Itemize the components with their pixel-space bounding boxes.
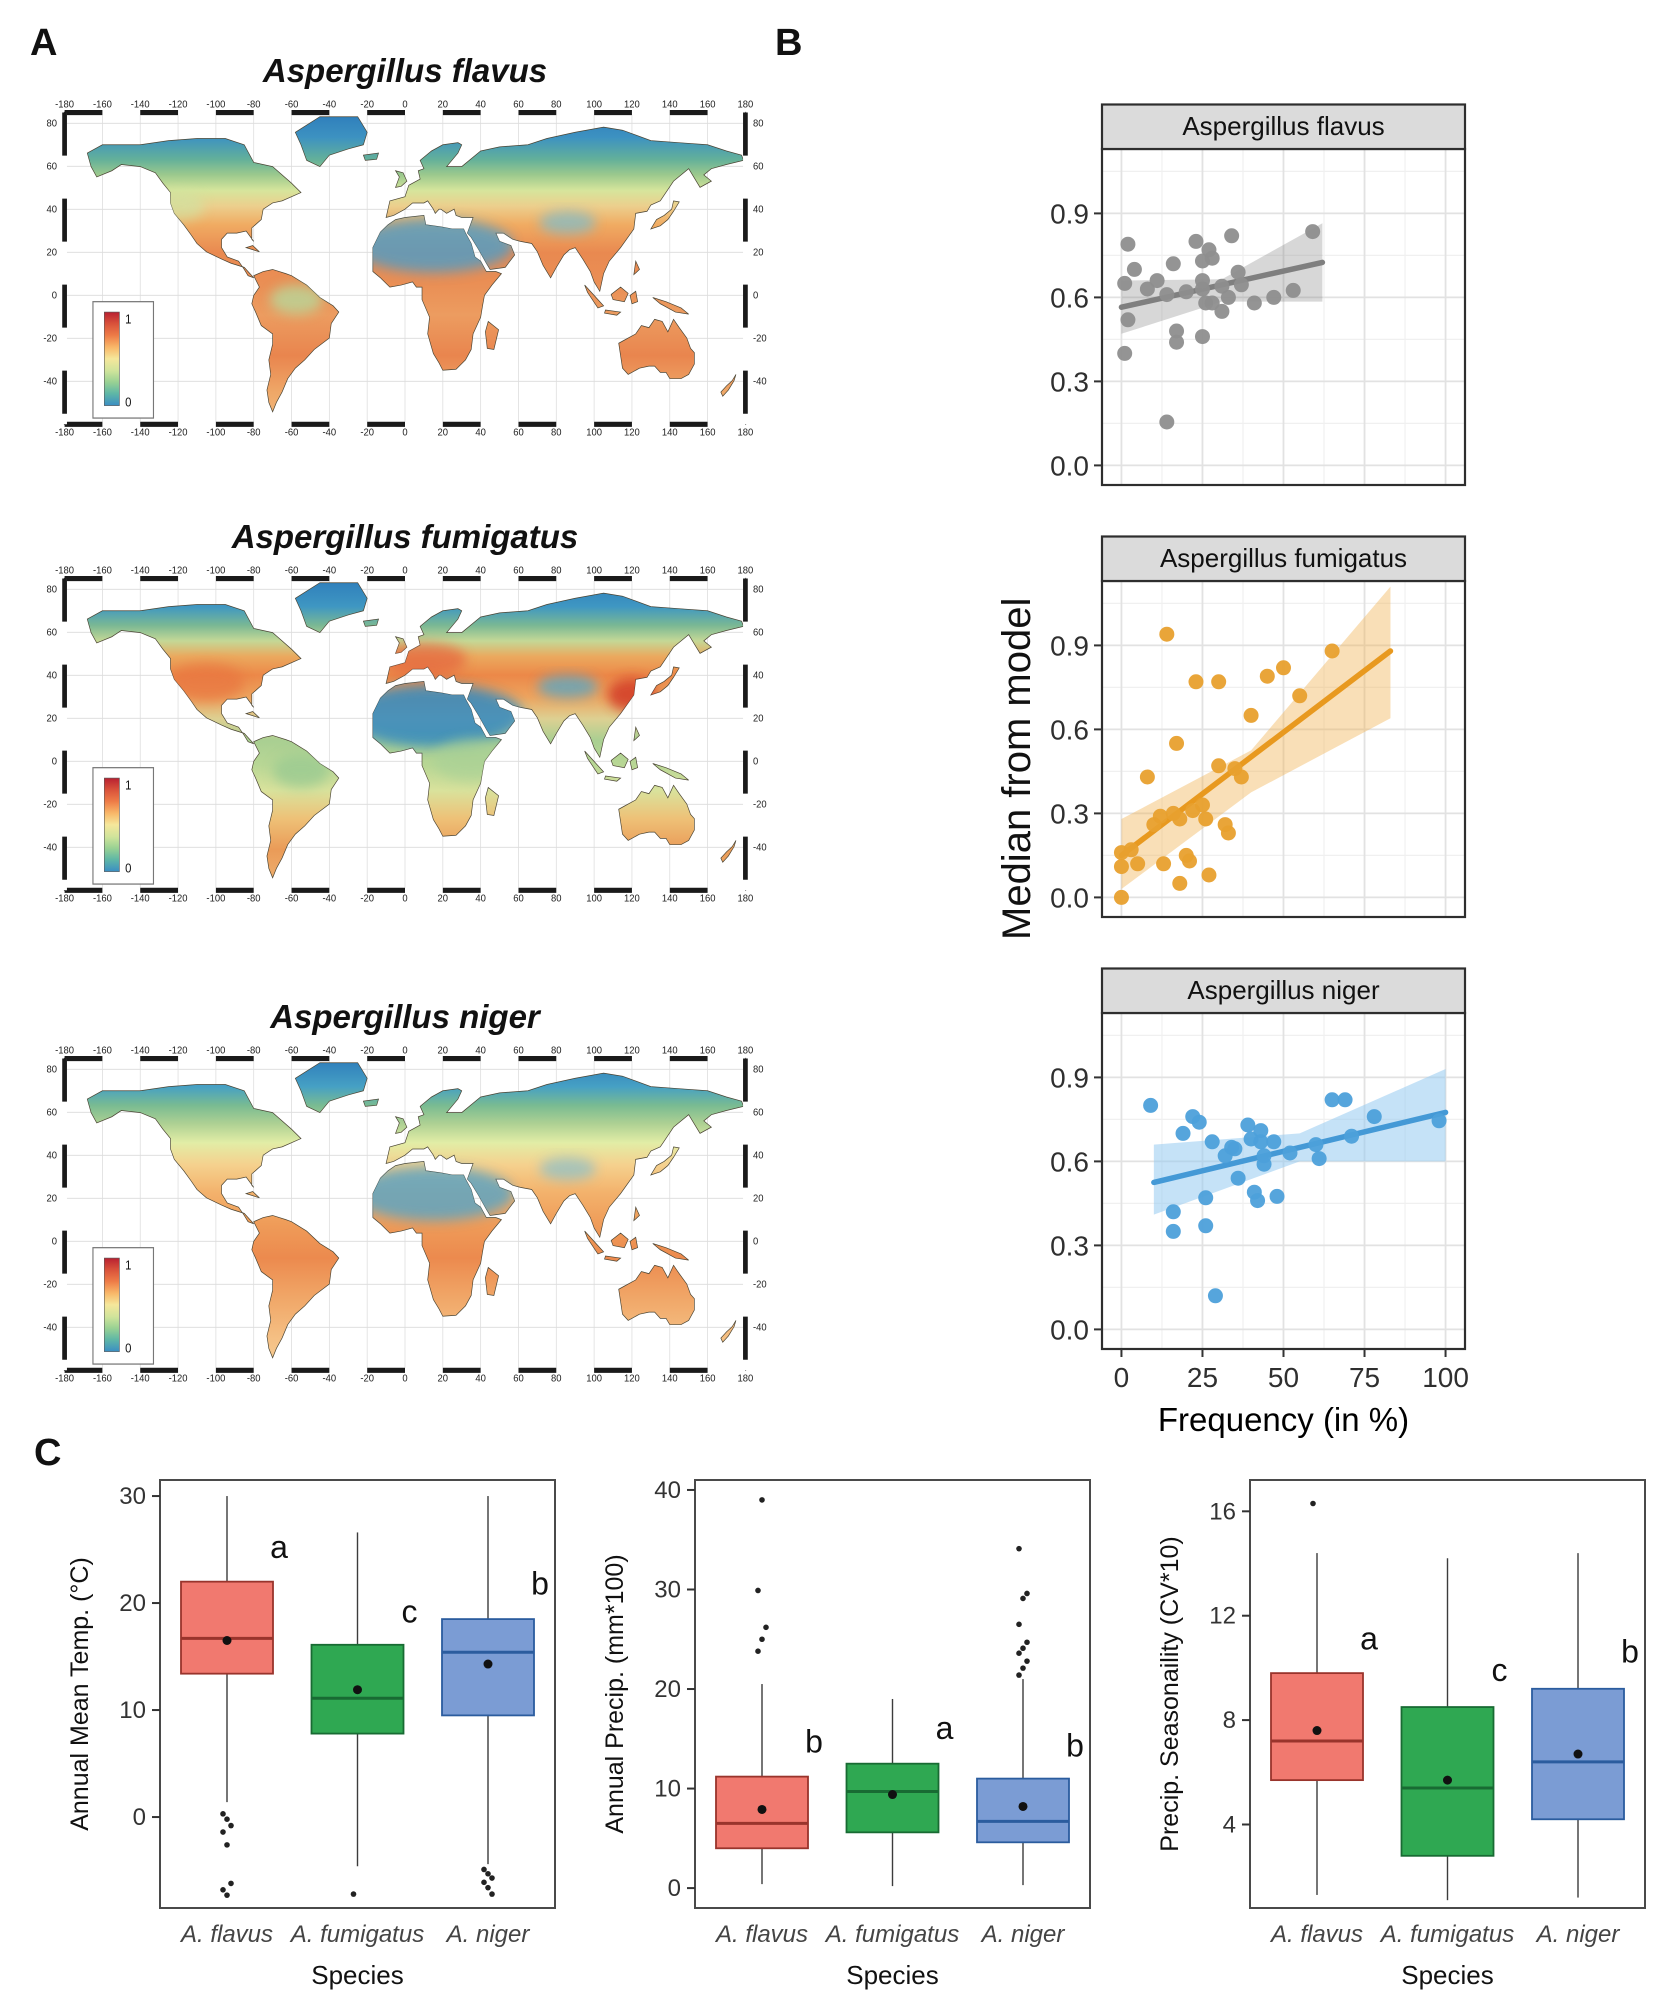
svg-text:0.3: 0.3 [1050,798,1089,830]
outlier-dot [1020,1596,1026,1602]
svg-text:100: 100 [586,893,603,905]
svg-text:60: 60 [46,627,58,639]
significance-letter: a [935,1709,954,1746]
mean-dot [1019,1802,1028,1811]
svg-text:140: 140 [661,427,678,439]
category-label: A. fumigatus [1380,1921,1515,1948]
mean-dot [223,1636,232,1645]
scatter-x-axis-title: Frequency (in %) [1157,1401,1410,1438]
panel-label-c: C [34,1432,62,1474]
outlier-dot [489,1891,495,1897]
svg-text:-100: -100 [206,1044,226,1057]
svg-text:-140: -140 [130,1373,150,1385]
svg-text:100: 100 [586,1044,603,1057]
y-axis-title: Precip. Seasonaility (CV*10) [1156,1536,1184,1852]
svg-text:160: 160 [699,427,716,439]
svg-text:-120: -120 [168,564,188,577]
svg-text:0: 0 [752,756,759,768]
map-colorbar-legend [93,768,154,884]
svg-text:-80: -80 [246,564,261,577]
svg-text:-120: -120 [168,98,188,111]
svg-text:180: 180 [737,427,754,439]
svg-text:-160: -160 [92,98,112,111]
map-block-niger [40,998,770,1389]
svg-text:-160: -160 [92,1373,112,1385]
svg-text:0.9: 0.9 [1050,198,1089,230]
outlier-dot [1016,1546,1022,1552]
svg-text:40: 40 [475,427,486,439]
y-axis [654,1477,695,1902]
svg-text:40: 40 [752,670,764,682]
svg-text:0.6: 0.6 [1050,714,1089,746]
svg-text:40: 40 [475,1044,486,1057]
svg-text:-20: -20 [752,1279,767,1291]
svg-text:60: 60 [752,1107,764,1119]
svg-text:-40: -40 [322,893,337,905]
svg-text:-160: -160 [92,564,112,577]
svg-text:0: 0 [132,1804,146,1832]
svg-text:80: 80 [551,1373,562,1385]
svg-text:-80: -80 [246,1044,261,1057]
svg-text:-120: -120 [168,1373,188,1385]
mean-dot [1443,1776,1452,1785]
map-fumigatus [40,564,770,909]
svg-text:-40: -40 [752,1322,767,1334]
map-block-flavus [40,52,770,443]
svg-text:120: 120 [624,1373,640,1385]
svg-text:60: 60 [752,627,764,639]
scatter-svg-flavus [1040,103,1470,489]
category-label: A. flavus [180,1921,274,1948]
svg-text:-20: -20 [752,333,767,345]
svg-text:-100: -100 [206,893,226,905]
svg-text:-80: -80 [246,1373,261,1385]
x-axis [1114,1349,1469,1393]
svg-text:-40: -40 [322,1044,337,1057]
scatter-facet-flavus [1040,103,1470,489]
svg-text:0: 0 [402,1373,408,1385]
svg-text:40: 40 [654,1476,681,1504]
svg-text:80: 80 [46,118,58,130]
svg-text:120: 120 [624,1044,640,1057]
svg-text:60: 60 [513,1373,524,1385]
svg-text:60: 60 [513,893,524,905]
scatter-svg-niger [1040,967,1470,1457]
outlier-dot [1020,1645,1026,1651]
category-label: A. fumigatus [825,1921,960,1948]
mean-dot [888,1790,897,1799]
svg-text:0: 0 [752,290,759,302]
svg-text:-180: -180 [55,98,75,111]
svg-text:30: 30 [654,1576,681,1604]
panel-label-b: B [775,22,803,64]
svg-text:40: 40 [475,1373,486,1385]
outlier-dot [220,1887,226,1893]
category-label: A. flavus [715,1921,809,1948]
svg-text:10: 10 [654,1775,681,1803]
svg-text:80: 80 [46,584,58,596]
facet-strip-title: Aspergillus fumigatus [1159,543,1408,573]
svg-text:-120: -120 [168,893,188,905]
svg-text:100: 100 [586,1373,603,1385]
outlier-dot [228,1881,234,1887]
outlier-dot [1016,1650,1022,1656]
svg-text:-160: -160 [92,427,112,439]
outlier-dot [1016,1622,1022,1628]
svg-text:100: 100 [586,427,603,439]
svg-text:-40: -40 [322,1373,337,1385]
svg-text:0: 0 [51,756,58,768]
svg-text:4: 4 [1222,1811,1236,1839]
category-label: A. flavus [1270,1921,1364,1948]
svg-text:140: 140 [661,564,678,577]
svg-text:0: 0 [402,427,408,439]
outlier-dot [1310,1501,1316,1507]
svg-text:20: 20 [437,1044,449,1057]
svg-text:20: 20 [46,1193,58,1205]
svg-text:-60: -60 [284,1044,299,1057]
svg-text:50: 50 [1267,1362,1300,1393]
svg-text:60: 60 [46,161,58,173]
svg-text:0.3: 0.3 [1050,366,1089,398]
svg-text:140: 140 [661,893,678,905]
svg-text:80: 80 [551,427,562,439]
svg-text:40: 40 [46,204,58,216]
map-title-niger: Aspergillus niger [270,998,540,1035]
y-axis [1209,1498,1250,1838]
scatter-y-axis-title: Median from model [995,597,1039,940]
svg-text:80: 80 [752,118,764,130]
scatter-facet-fumigatus [1040,535,1470,921]
svg-text:-140: -140 [130,893,150,905]
svg-text:-20: -20 [752,799,767,811]
map-niger [40,1044,770,1389]
svg-text:20: 20 [752,713,764,725]
svg-text:-80: -80 [246,427,261,439]
svg-text:160: 160 [699,98,716,111]
svg-text:16: 16 [1209,1498,1236,1526]
svg-text:-40: -40 [752,376,767,388]
map-flavus [40,98,770,443]
svg-text:-60: -60 [284,893,299,905]
svg-text:20: 20 [437,427,449,439]
svg-text:0.0: 0.0 [1050,882,1089,914]
boxplot-seasonality [1150,1468,1655,1998]
svg-text:180: 180 [737,1373,754,1385]
category-label: A. niger [981,1921,1065,1948]
svg-text:0.9: 0.9 [1050,1062,1089,1094]
svg-text:-60: -60 [284,564,299,577]
y-axis [1050,630,1102,913]
svg-text:80: 80 [551,98,562,111]
svg-text:-100: -100 [206,1373,226,1385]
svg-text:160: 160 [699,1373,716,1385]
svg-text:-40: -40 [752,842,767,854]
svg-text:20: 20 [752,1193,764,1205]
svg-text:20: 20 [46,713,58,725]
svg-text:20: 20 [752,247,764,259]
svg-text:20: 20 [437,1373,449,1385]
significance-letter: c [1491,1651,1508,1688]
svg-text:-20: -20 [360,98,375,111]
svg-text:25: 25 [1186,1362,1219,1393]
svg-text:-180: -180 [55,1373,75,1385]
svg-text:-140: -140 [130,98,150,111]
svg-text:80: 80 [551,893,562,905]
y-axis [119,1483,160,1831]
outlier-dot [759,1497,765,1503]
outlier-dot [489,1875,495,1881]
mean-dot [484,1660,493,1669]
category-label: A. niger [446,1921,530,1948]
y-axis-title: Annual Mean Temp. (°C) [66,1557,94,1831]
outlier-dot [224,1816,230,1822]
svg-text:8: 8 [1222,1707,1236,1735]
map-colorbar-legend [93,1248,154,1364]
outlier-dot [1020,1665,1026,1671]
svg-text:60: 60 [513,98,524,111]
svg-text:160: 160 [699,1044,716,1057]
boxplot-precipitation [595,1468,1100,1998]
svg-text:-20: -20 [43,1279,58,1291]
svg-text:75: 75 [1348,1362,1381,1393]
category-label: A. fumigatus [290,1921,425,1948]
svg-text:0.6: 0.6 [1050,282,1089,314]
svg-text:-60: -60 [284,98,299,111]
svg-text:-120: -120 [168,427,188,439]
x-axis-title: Species [1401,1960,1494,1990]
y-axis-title: Annual Precip. (mm*100) [601,1554,629,1834]
svg-text:1: 1 [125,777,132,793]
svg-text:-40: -40 [43,376,58,388]
svg-text:60: 60 [513,427,524,439]
svg-text:-100: -100 [206,427,226,439]
svg-text:-40: -40 [43,842,58,854]
svg-text:40: 40 [475,564,486,577]
svg-text:20: 20 [654,1676,681,1704]
svg-text:40: 40 [475,98,486,111]
svg-text:80: 80 [551,564,562,577]
boxplot-temperature [60,1468,565,1998]
svg-text:0.0: 0.0 [1050,450,1089,482]
svg-text:120: 120 [624,893,640,905]
svg-text:180: 180 [737,1044,754,1057]
outlier-dot [763,1625,769,1631]
svg-text:-40: -40 [322,564,337,577]
outlier-dot [1024,1591,1030,1597]
svg-text:0.0: 0.0 [1050,1314,1089,1346]
outlier-dot [351,1891,357,1897]
svg-text:-60: -60 [284,427,299,439]
svg-text:-40: -40 [322,98,337,111]
svg-text:120: 120 [624,564,640,577]
svg-text:-120: -120 [168,1044,188,1057]
scatter-svg-fumigatus [1040,535,1470,921]
svg-text:160: 160 [699,564,716,577]
significance-letter: a [270,1529,288,1566]
map-title-fumigatus: Aspergillus fumigatus [231,518,579,555]
svg-text:-20: -20 [360,564,375,577]
y-axis [1050,1062,1102,1345]
svg-text:140: 140 [661,1373,678,1385]
map-block-fumigatus [40,518,770,909]
svg-text:140: 140 [661,1044,678,1057]
svg-text:80: 80 [752,1064,764,1076]
y-axis [1050,198,1102,481]
svg-text:-40: -40 [322,427,337,439]
svg-text:0: 0 [752,1236,759,1248]
facet-strip-title: Aspergillus niger [1187,975,1380,1005]
svg-text:-140: -140 [130,564,150,577]
svg-text:-140: -140 [130,427,150,439]
svg-text:30: 30 [119,1483,146,1511]
svg-text:-20: -20 [360,1044,375,1057]
svg-text:20: 20 [119,1590,146,1618]
map-title-flavus: Aspergillus flavus [262,52,548,89]
outlier-dot [481,1880,487,1886]
facet-strip-title: Aspergillus flavus [1182,111,1385,141]
significance-letter: b [531,1565,549,1602]
svg-text:-160: -160 [92,893,112,905]
outlier-dot [759,1636,765,1642]
svg-text:40: 40 [752,1150,764,1162]
outlier-dot [481,1867,487,1873]
outlier-dot [224,1892,230,1898]
mean-dot [353,1685,362,1694]
svg-text:0.6: 0.6 [1050,1146,1089,1178]
svg-text:-80: -80 [246,98,261,111]
outlier-dot [220,1811,226,1817]
svg-text:-40: -40 [43,1322,58,1334]
svg-text:80: 80 [551,1044,562,1057]
svg-text:-20: -20 [360,893,375,905]
svg-text:180: 180 [737,98,754,111]
svg-text:100: 100 [586,98,603,111]
svg-text:-180: -180 [55,427,75,439]
svg-text:-80: -80 [246,893,261,905]
outlier-dot [755,1588,761,1594]
svg-text:20: 20 [437,98,449,111]
svg-text:1: 1 [125,1257,132,1273]
svg-text:40: 40 [752,204,764,216]
svg-text:0: 0 [125,395,132,410]
outlier-dot [485,1871,491,1877]
svg-text:20: 20 [46,247,58,259]
svg-text:100: 100 [586,564,603,577]
x-axis-title: Species [846,1960,939,1990]
svg-text:-20: -20 [43,333,58,345]
svg-text:60: 60 [752,161,764,173]
svg-text:60: 60 [513,564,524,577]
svg-text:-20: -20 [43,799,58,811]
svg-text:160: 160 [699,893,716,905]
svg-text:80: 80 [752,584,764,596]
mean-dot [758,1805,767,1814]
svg-text:-180: -180 [55,564,75,577]
svg-text:-100: -100 [206,564,226,577]
outlier-dot [485,1885,491,1891]
map-colorbar-legend [93,302,154,418]
significance-letter: a [1360,1620,1378,1657]
svg-text:-20: -20 [360,1373,375,1385]
outlier-dot [1016,1672,1022,1678]
significance-letter: b [1621,1633,1639,1670]
svg-text:0: 0 [402,98,408,111]
svg-text:0: 0 [1113,1362,1130,1393]
mean-dot [1313,1726,1322,1735]
mean-dot [1574,1750,1583,1759]
svg-text:80: 80 [46,1064,58,1076]
svg-text:100: 100 [1422,1362,1469,1393]
svg-text:60: 60 [46,1107,58,1119]
svg-text:120: 120 [624,98,640,111]
svg-text:-20: -20 [360,427,375,439]
svg-text:140: 140 [661,98,678,111]
significance-letter: b [1066,1727,1084,1764]
svg-text:0.9: 0.9 [1050,630,1089,662]
svg-text:180: 180 [737,893,754,905]
svg-text:0: 0 [125,861,132,876]
svg-text:40: 40 [46,1150,58,1162]
svg-text:-180: -180 [55,1044,75,1057]
svg-text:120: 120 [624,427,640,439]
svg-text:0: 0 [51,290,58,302]
svg-text:-140: -140 [130,1044,150,1057]
svg-text:0: 0 [402,893,408,905]
svg-text:20: 20 [437,564,449,577]
svg-text:0: 0 [402,1044,408,1057]
significance-letter: b [805,1723,823,1760]
svg-text:10: 10 [119,1697,146,1725]
svg-text:0: 0 [667,1875,681,1903]
panel-label-a: A [30,22,58,64]
outlier-dot [228,1823,234,1829]
svg-text:-160: -160 [92,1044,112,1057]
svg-text:-60: -60 [284,1373,299,1385]
outlier-dot [224,1842,230,1848]
category-label: A. niger [1536,1921,1620,1948]
svg-text:12: 12 [1209,1602,1236,1630]
svg-text:0: 0 [125,1341,132,1356]
x-axis-title: Species [311,1960,404,1990]
outlier-dot [1024,1658,1030,1664]
svg-text:20: 20 [437,893,449,905]
svg-text:60: 60 [513,1044,524,1057]
outlier-dot [1024,1639,1030,1645]
svg-text:180: 180 [737,564,754,577]
svg-text:0: 0 [51,1236,58,1248]
svg-text:40: 40 [475,893,486,905]
svg-text:-180: -180 [55,893,75,905]
scatter-facet-niger [1040,967,1470,1457]
outlier-dot [755,1648,761,1654]
svg-text:0.3: 0.3 [1050,1230,1089,1262]
outlier-dot [220,1829,226,1835]
svg-text:-100: -100 [206,98,226,111]
significance-letter: c [401,1593,418,1630]
svg-text:1: 1 [125,311,132,327]
svg-text:40: 40 [46,670,58,682]
svg-text:0: 0 [402,564,408,577]
